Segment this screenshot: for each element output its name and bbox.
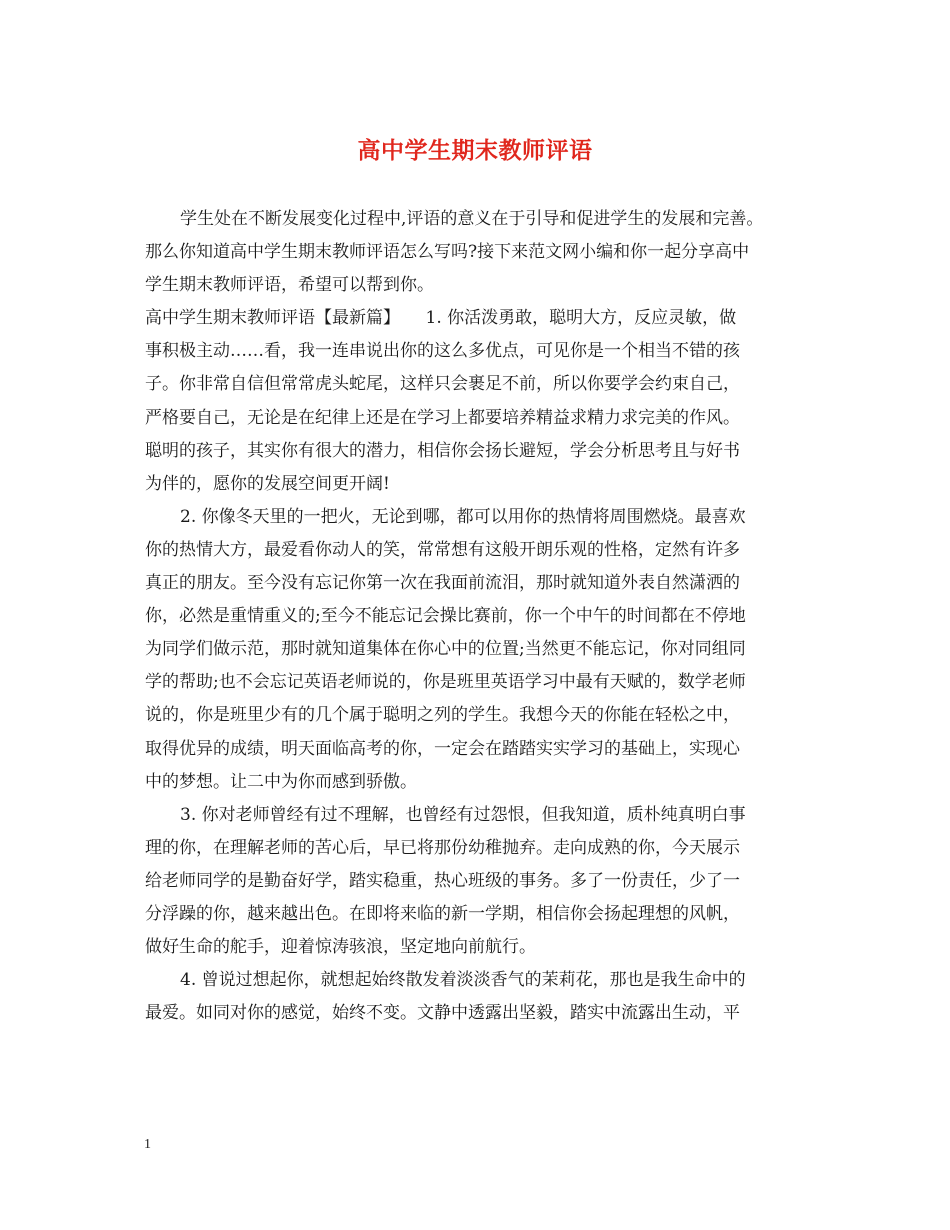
paragraph-line: 学生期末教师评语，希望可以帮到你。 — [145, 275, 434, 296]
paragraph-line: 理的你，在理解老师的苦心后，早已将那份幼稚抛弃。走向成熟的你，今天展示 — [145, 837, 740, 858]
paragraph-line: 3. 你对老师曾经有过不理解，也曾经有过怨恨，但我知道，质朴纯真明白事 — [180, 804, 746, 825]
paragraph-line: 做好生命的舵手，迎着惊涛骇浪，坚定地向前航行。 — [145, 937, 536, 958]
paragraph-line: 2. 你像冬天里的一把火，无论到哪，都可以用你的热情将周围燃烧。最喜欢 — [180, 506, 746, 527]
paragraph-line: 你，必然是重情重义的;至今不能忘记会操比赛前，你一个中午的时间都在不停地 — [145, 606, 746, 627]
paragraph-line: 给老师同学的是勤奋好学，踏实稳重，热心班级的事务。多了一份责任，少了一 — [145, 870, 740, 891]
paragraph-line: 中的梦想。让二中为你而感到骄傲。 — [145, 771, 417, 792]
paragraph-line: 你的热情大方，最爱看你动人的笑，常常想有这般开朗乐观的性格，定然有许多 — [145, 539, 740, 560]
page-title: 高中学生期末教师评语 — [357, 137, 593, 164]
paragraph-line: 学生处在不断发展变化过程中,评语的意义在于引导和促进学生的发展和完善。 — [180, 209, 764, 229]
paragraph-line: 说的，你是班里少有的几个属于聪明之列的学生。我想今天的你能在轻松之中， — [145, 705, 740, 726]
paragraph-line: 为伴的，愿你的发展空间更开阔! — [145, 473, 390, 494]
paragraph-line: 子。你非常自信但常常虎头蛇尾，这样只会裹足不前，所以你要学会约束自己， — [145, 374, 740, 395]
paragraph-line: 4. 曾说过想起你，就想起始终散发着淡淡香气的茉莉花，那也是我生命中的 — [180, 970, 746, 991]
document-body — [145, 203, 825, 1030]
section-heading-line: 高中学生期末教师评语【最新篇】 1. 你活泼勇敢，聪明大方，反应灵敏，做 — [145, 308, 737, 329]
paragraph-line: 严格要自己，无论是在纪律上还是在学习上都要培养精益求精力求完美的作风。 — [145, 407, 740, 428]
paragraph-line: 分浮躁的你，越来越出色。在即将来临的新一学期，相信你会扬起理想的风帆， — [145, 903, 740, 924]
paragraph-line: 为同学们做示范，那时就知道集体在你心中的位置;当然更不能忘记，你对同组同 — [145, 639, 746, 660]
paragraph-line: 事积极主动……看，我一连串说出你的这么多优点，可见你是一个相当不错的孩 — [145, 341, 740, 362]
paragraph-line: 取得优异的成绩，明天面临高考的你，一定会在踏踏实实学习的基础上，实现心 — [145, 738, 740, 759]
page-number: 1 — [144, 1137, 151, 1152]
paragraph-line: 最爱。如同对你的感觉，始终不变。文静中透露出坚毅，踏实中流露出生动，平 — [145, 1003, 740, 1024]
paragraph-line: 真正的朋友。至今没有忘记你第一次在我面前流泪，那时就知道外表自然潇洒的 — [145, 573, 740, 594]
paragraph-line: 学的帮助;也不会忘记英语老师说的，你是班里英语学习中最有天赋的，数学老师 — [145, 672, 746, 693]
paragraph-line: 聪明的孩子，其实你有很大的潜力，相信你会扬长避短，学会分析思考且与好书 — [145, 440, 740, 461]
paragraph-line: 那么你知道高中学生期末教师评语怎么写吗?接下来范文网小编和你一起分享高中 — [145, 242, 750, 263]
